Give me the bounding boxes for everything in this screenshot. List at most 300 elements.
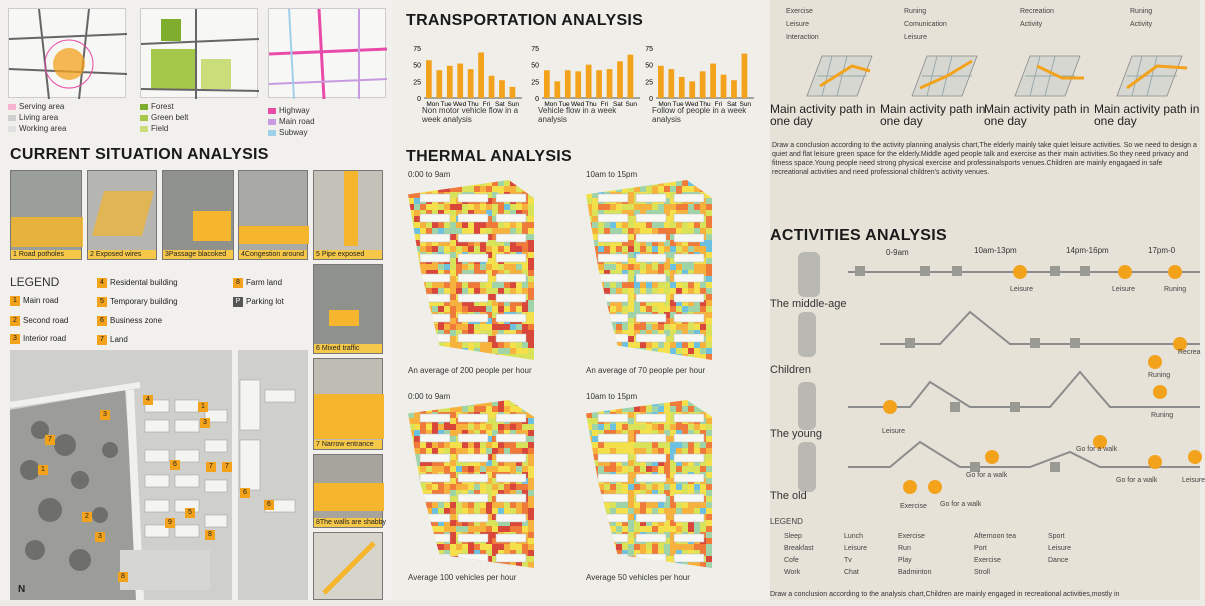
building-block — [458, 294, 488, 302]
building-block — [598, 534, 628, 542]
map-label: 2 — [82, 512, 92, 522]
building-block — [420, 194, 450, 202]
bar — [489, 76, 495, 98]
chart-nonmotor — [406, 42, 526, 112]
building-block — [636, 274, 666, 282]
column-activities — [770, 0, 1205, 600]
building-block — [420, 274, 450, 282]
building-block — [496, 214, 526, 222]
thermal-caption: An average of 70 people per hour — [586, 366, 706, 375]
y-tick-label: 25 — [645, 79, 653, 87]
y-tick-label: 50 — [413, 62, 421, 70]
legend-item: 2 Second road — [10, 316, 68, 326]
legend-item: Tv — [844, 557, 852, 564]
figure-young — [798, 382, 816, 430]
activity-node — [952, 266, 962, 276]
activity-node — [855, 266, 865, 276]
building-block — [458, 194, 488, 202]
legend-item: P Parking lot — [233, 297, 284, 307]
time-label: 10am-13pm — [974, 246, 1017, 255]
legend-item: 8 Farm land — [233, 278, 282, 288]
top-legend-item: Leisure — [904, 34, 927, 41]
bar — [668, 69, 674, 98]
legend-forest: Forest — [151, 102, 174, 111]
group-label: The old — [770, 490, 807, 502]
node-label: Go for a walk — [1076, 446, 1118, 453]
map-label: 5 — [185, 508, 195, 518]
photo-mixed-traffic — [313, 264, 383, 354]
building-block — [636, 494, 666, 502]
building-block — [674, 494, 704, 502]
node-label: Go for a walk — [940, 501, 982, 508]
chart-people — [638, 42, 758, 112]
bar — [565, 70, 571, 98]
top-legend-item: Runing — [904, 8, 927, 15]
building-block — [420, 414, 450, 422]
photo-caption: 3Passage blacoked — [163, 250, 233, 259]
building-block — [496, 314, 526, 322]
activity-node — [1188, 450, 1202, 464]
building-block — [496, 234, 526, 242]
bar — [607, 69, 613, 98]
activity-path-diagrams — [772, 46, 1200, 106]
photo-caption: 6 Mixed traffic — [314, 344, 382, 353]
thermal-time: 0:00 to 9am — [408, 170, 451, 179]
x-tick-label: Fri — [482, 101, 491, 108]
building-block — [598, 554, 628, 562]
photo-caption: 1 Road potholes — [11, 250, 81, 259]
building-block — [674, 294, 704, 302]
building-block — [458, 254, 488, 262]
building-block — [458, 534, 488, 542]
activity-node — [1148, 455, 1162, 469]
path-card-2 — [912, 56, 977, 96]
photo-pipe-exposed — [313, 170, 383, 260]
building-block — [674, 334, 704, 342]
top-legend-item: Exercise — [786, 8, 813, 15]
bar — [510, 87, 516, 98]
building-block — [674, 254, 704, 262]
building-block — [420, 334, 450, 342]
building-block — [674, 434, 704, 442]
legend-item: Work — [784, 569, 801, 576]
building-block — [458, 514, 488, 522]
legend-title: LEGEND — [10, 275, 60, 289]
photo-congestion — [238, 170, 308, 260]
photo-caption: 4Congestion around — [239, 250, 307, 259]
building-block — [496, 194, 526, 202]
top-legend-item: Leisure — [786, 21, 809, 28]
y-tick-label: 75 — [413, 46, 421, 53]
building-block — [496, 414, 526, 422]
building-block — [598, 514, 628, 522]
building-block — [458, 414, 488, 422]
building-block — [420, 494, 450, 502]
path-caption: Main activity path in one day — [880, 102, 986, 128]
activity-node — [950, 402, 960, 412]
column-analysis — [392, 0, 770, 600]
map-label: 1 — [38, 465, 48, 475]
legend-item: 3 Interior road — [10, 334, 66, 344]
bar — [596, 70, 602, 98]
top-legend-item: Activity — [1020, 21, 1043, 28]
building-block — [458, 334, 488, 342]
building-block — [598, 434, 628, 442]
node-label: Go for a walk — [1116, 477, 1158, 484]
activity-node — [985, 450, 999, 464]
building-block — [496, 294, 526, 302]
photo-stairs — [313, 532, 383, 600]
thermal-time: 10am to 15pm — [586, 170, 638, 179]
bar — [426, 60, 432, 98]
activity-node — [1050, 266, 1060, 276]
x-tick-label: Tue — [558, 101, 570, 108]
building-block — [496, 514, 526, 522]
activity-node — [1118, 265, 1132, 279]
building-block — [598, 454, 628, 462]
bar — [436, 70, 442, 98]
map-label: 8 — [205, 530, 215, 540]
legend-item: 1 Main road — [10, 296, 59, 306]
bar — [679, 77, 685, 98]
y-tick-label: 75 — [531, 46, 539, 53]
traffic-map-svg — [269, 9, 387, 99]
thermal-title: THERMAL ANALYSIS — [406, 148, 573, 165]
time-label: 14pm-16pm — [1066, 246, 1109, 255]
legend-item: Leisure — [1048, 545, 1071, 552]
x-tick-label: Fri — [600, 101, 609, 108]
x-tick-label: Wed — [684, 101, 699, 108]
node-label: Leisure — [882, 428, 905, 435]
legend-item: Badminton — [898, 569, 932, 576]
activity-node — [905, 338, 915, 348]
legend-item: Leisure — [844, 545, 867, 552]
bar — [586, 65, 592, 98]
photo-caption: 2 Exposed wires — [88, 250, 156, 259]
legend-item: Exercise — [974, 557, 1001, 564]
building-block — [674, 554, 704, 562]
activity-node — [1153, 385, 1167, 399]
building-block — [674, 514, 704, 522]
building-block — [674, 454, 704, 462]
building-block — [420, 314, 450, 322]
top-legend-item: Comunication — [904, 21, 947, 28]
node-label: Runing — [1151, 412, 1174, 419]
transportation-title: TRANSPORTATION ANALYSIS — [406, 12, 644, 29]
x-tick-label: Mon — [426, 101, 440, 108]
building-block — [674, 534, 704, 542]
building-block — [674, 214, 704, 222]
y-tick-label: 50 — [645, 62, 653, 70]
photo-caption: 8The walls are shabby — [316, 519, 387, 526]
building-block — [458, 474, 488, 482]
building-block — [674, 314, 704, 322]
legend-item: Stroll — [974, 569, 990, 576]
building-block — [598, 234, 628, 242]
building-block — [636, 314, 666, 322]
top-legend-item: Activity — [1130, 21, 1153, 28]
activity-node — [1080, 266, 1090, 276]
x-tick-label: Sun — [625, 101, 638, 108]
heatmap-svg — [408, 180, 534, 360]
photo-narrow-entrance — [313, 358, 383, 450]
x-tick-label: Sat — [726, 101, 737, 108]
map-traffic — [268, 8, 386, 98]
node-label: Runing — [1164, 286, 1187, 293]
time-label: 17pm-0 — [1148, 246, 1176, 255]
node-label: Leisure — [1010, 286, 1033, 293]
building-block — [496, 454, 526, 462]
thermal-map-people-noon — [586, 180, 712, 360]
map-label: 6 — [240, 488, 250, 498]
legend-greenbelt: Green belt — [151, 113, 189, 122]
legend-item: 7 Land — [97, 335, 128, 345]
top-legend-item: Runing — [1130, 8, 1153, 15]
y-tick-label: 0 — [649, 96, 653, 103]
building-block — [598, 294, 628, 302]
legend-working: Working area — [19, 124, 67, 133]
x-tick-label: Sat — [612, 101, 623, 108]
serving-map-svg — [9, 9, 127, 99]
legend-item: Play — [898, 557, 912, 564]
map-label: 3 — [100, 410, 110, 420]
building-block — [420, 254, 450, 262]
building-block — [636, 554, 666, 562]
thermal-map-vehicles-noon — [586, 400, 712, 568]
node-label: Runing — [1148, 372, 1171, 379]
node-label: Leisure — [1112, 286, 1135, 293]
path-caption: Main activity path in one day — [984, 102, 1090, 128]
building-block — [420, 434, 450, 442]
building-block — [636, 334, 666, 342]
building-block — [598, 414, 628, 422]
legend-item: 4 Residental building — [97, 278, 178, 288]
building-block — [598, 214, 628, 222]
building-block — [420, 234, 450, 242]
x-tick-label: Sun — [507, 101, 520, 108]
bar — [544, 70, 550, 98]
building-block — [636, 534, 666, 542]
bar — [731, 80, 737, 98]
legend-item: Afternoon tea — [974, 533, 1017, 540]
bar — [457, 64, 463, 98]
x-tick-label: Tue — [440, 101, 452, 108]
bar — [617, 61, 623, 98]
legend-mainroad: Main road — [279, 117, 315, 126]
building-block — [598, 494, 628, 502]
legend-subway: Subway — [279, 128, 308, 137]
building-block — [458, 494, 488, 502]
building-block — [636, 414, 666, 422]
photo-caption: 7 Narrow entrance — [314, 440, 382, 449]
building-block — [598, 474, 628, 482]
y-tick-label: 25 — [531, 79, 539, 87]
legend-item: Cofe — [784, 557, 799, 564]
x-tick-label: Thu — [585, 101, 597, 108]
current-situation-title: CURRENT SITUATION ANALYSIS — [10, 146, 269, 163]
column-site — [0, 0, 392, 600]
legend-item: 6 Business zone — [97, 316, 162, 326]
y-tick-label: 75 — [645, 46, 653, 53]
thermal-time: 0:00 to 9am — [408, 392, 451, 401]
y-tick-label: 0 — [417, 96, 421, 103]
thermal-map-people-morning — [408, 180, 534, 360]
building-block — [674, 234, 704, 242]
building-block — [458, 554, 488, 562]
heatmap-svg — [586, 400, 712, 568]
map-label: 7 — [206, 462, 216, 472]
bar — [710, 64, 716, 98]
y-tick-label: 0 — [535, 96, 539, 103]
activity-node — [1168, 265, 1182, 279]
time-label: 0-9am — [886, 248, 909, 257]
heatmap-svg — [586, 180, 712, 360]
building-block — [458, 454, 488, 462]
building-block — [636, 234, 666, 242]
building-block — [674, 474, 704, 482]
legend-field: Field — [151, 124, 169, 133]
x-tick-label: Mon — [544, 101, 558, 108]
building-block — [420, 474, 450, 482]
path-card-4 — [1117, 56, 1187, 96]
legend-item: 5 Temporary building — [97, 297, 178, 307]
bar — [742, 54, 748, 98]
photo-caption: 5 Pipe exposed — [314, 250, 382, 259]
activity-node — [1148, 355, 1162, 369]
photo-exposed-wires — [87, 170, 157, 260]
legend-serving: Serving area — [19, 102, 65, 111]
building-block — [636, 474, 666, 482]
building-block — [496, 554, 526, 562]
path-card-3 — [1015, 56, 1084, 96]
thermal-map-vehicles-morning — [408, 400, 534, 568]
building-block — [458, 234, 488, 242]
y-tick-label: 25 — [413, 79, 421, 87]
building-block — [420, 554, 450, 562]
building-block — [598, 314, 628, 322]
activity-node — [1070, 338, 1080, 348]
x-tick-label: Sun — [739, 101, 752, 108]
map-greening — [140, 8, 258, 98]
photo-road-potholes — [10, 170, 82, 260]
building-block — [496, 274, 526, 282]
building-block — [458, 434, 488, 442]
node-label: Go for a walk — [966, 472, 1008, 479]
photo-shabby-walls — [313, 454, 387, 528]
x-tick-label: Wed — [570, 101, 585, 108]
conclusion-paragraph: Draw a conclusion according to the activity planning analysis chart,The elderly mainly take quiet leisure activities. So we need to design a quiet and flat leisure green space for the elderly.Middle aged people talk and exercise as their main activities.So they need privacy and fitness space.Young people need strong physical exercise and professinalsports venues.Children are mainly engagaed in safe recreational activities and need professional children's activity venues. — [772, 142, 1197, 176]
thermal-time: 10am to 15pm — [586, 392, 638, 401]
north-arrow-label: N — [18, 584, 26, 595]
building-block — [636, 214, 666, 222]
thermal-caption: Average 100 vehicles per hour — [408, 573, 517, 582]
legend-item: Lunch — [844, 533, 864, 540]
bar — [658, 66, 664, 98]
legend-item: Chat — [844, 569, 859, 576]
map-serving — [8, 8, 126, 98]
legend-item: Sleep — [784, 533, 802, 540]
map-label: 9 — [165, 518, 175, 528]
chart-caption: Vehicle flow in a week analysis — [538, 106, 617, 124]
chart-caption: Follow of people in a week analysis — [652, 106, 747, 124]
map-label: 3 — [95, 532, 105, 542]
bar — [575, 71, 581, 98]
figure-children — [798, 312, 816, 357]
group-label: The middle-age — [770, 298, 847, 310]
x-tick-label: Fri — [714, 101, 723, 108]
building-block — [420, 534, 450, 542]
building-block — [636, 454, 666, 462]
top-legend-item: Interaction — [786, 34, 819, 41]
building-block — [674, 274, 704, 282]
building-block — [458, 214, 488, 222]
building-block — [636, 254, 666, 262]
bar — [628, 55, 634, 98]
site-plan-svg — [10, 350, 308, 600]
map-label: 6 — [264, 500, 274, 510]
figure-old — [798, 442, 816, 492]
x-tick-label: Mon — [658, 101, 672, 108]
map-label: 7 — [45, 435, 55, 445]
activity-node — [1050, 462, 1060, 472]
building-block — [598, 194, 628, 202]
legend-item: Run — [898, 545, 911, 552]
x-tick-label: Thu — [467, 101, 479, 108]
map-label: 3 — [200, 418, 210, 428]
building-block — [420, 214, 450, 222]
node-label: Exercise — [900, 503, 927, 510]
legend-item: Breakfast — [784, 545, 814, 552]
building-block — [674, 414, 704, 422]
bar — [499, 80, 505, 98]
bar — [721, 75, 727, 98]
building-block — [496, 474, 526, 482]
bar-chart-svg — [406, 42, 526, 112]
building-block — [496, 254, 526, 262]
building-block — [420, 454, 450, 462]
figure-middle-age — [798, 252, 820, 297]
building-block — [458, 274, 488, 282]
building-block — [458, 314, 488, 322]
photo-passage-blocked — [162, 170, 234, 260]
activity-node — [928, 480, 942, 494]
chart-caption: Non motor vehicle flow in a week analysis — [422, 106, 519, 124]
heatmap-svg — [408, 400, 534, 568]
legend-item: Sport — [1048, 533, 1065, 540]
map-label: 1 — [198, 402, 208, 412]
building-block — [496, 334, 526, 342]
building-block — [636, 434, 666, 442]
group-label: The young — [770, 428, 822, 440]
building-block — [420, 294, 450, 302]
map-label: 7 — [222, 462, 232, 472]
bar — [478, 52, 484, 98]
building-block — [598, 254, 628, 262]
activity-node — [1030, 338, 1040, 348]
legend-item: Dance — [1048, 557, 1069, 564]
building-block — [496, 494, 526, 502]
bar — [689, 81, 695, 98]
x-tick-label: Wed — [452, 101, 467, 108]
activity-node — [920, 266, 930, 276]
map-label: 6 — [170, 460, 180, 470]
path-caption: Main activity path in one day — [1094, 102, 1200, 128]
x-tick-label: Thu — [699, 101, 711, 108]
bar-chart-svg — [524, 42, 644, 112]
building-block — [636, 294, 666, 302]
building-block — [636, 514, 666, 522]
map-label: 8 — [118, 572, 128, 582]
